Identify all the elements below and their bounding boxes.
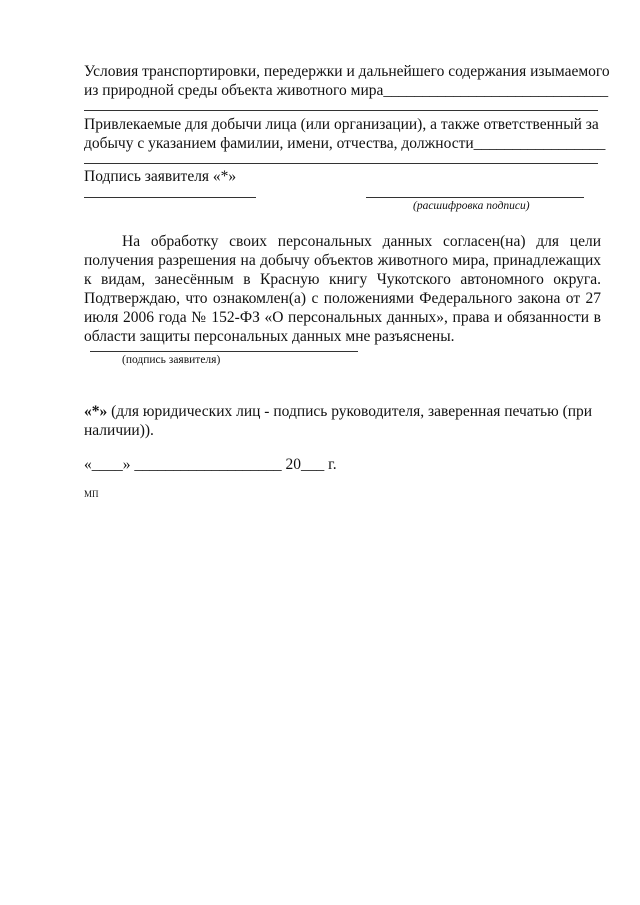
stamp-label: МП [84, 489, 99, 499]
conditions-line-1: Условия транспортировки, передержки и дальнейшего содержания изымаемого [84, 63, 610, 80]
consent-signature-line [90, 351, 358, 352]
signature-decode-caption: (расшифровка подписи) [413, 200, 530, 212]
consent-signature-caption: (подпись заявителя) [122, 354, 221, 366]
conditions-line-2: из природной среды объекта животного мира_____________________________ [84, 82, 609, 99]
persons-line-2: добычу с указанием фамилии, имени, отчества, должности_________________ [84, 135, 606, 152]
footnote-mark: «*» [84, 403, 108, 420]
footnote-line-2: наличии)). [84, 422, 154, 439]
signature-line [84, 197, 256, 198]
date-line: «____» ___________________ 20___ г. [84, 456, 337, 473]
consent-paragraph: На обработку своих персональных данных согласен(на) для цели получения разрешения на добычу объектов животного мира, принадлежащих к видам, занесённым в Красную книгу Чукотского автономного округа. Подтверждаю, что ознакомлен(а) с положениями Федерального закона от 27 июля 2006 года № 152-ФЗ «О персональных данных», права и обязанности в области защиты персональных данных мне разъяснены. [84, 233, 601, 345]
persons-line-1: Привлекаемые для добычи лица (или организации), а также ответственный за [84, 116, 599, 133]
signature-decode-line [366, 197, 584, 198]
footnote-line-1: «*» (для юридических лиц - подпись руководителя, заверенная печатью (при [84, 403, 593, 420]
conditions-blank-line [84, 110, 598, 111]
signature-label: Подпись заявителя «*» [84, 168, 237, 185]
persons-blank-line [84, 163, 598, 164]
